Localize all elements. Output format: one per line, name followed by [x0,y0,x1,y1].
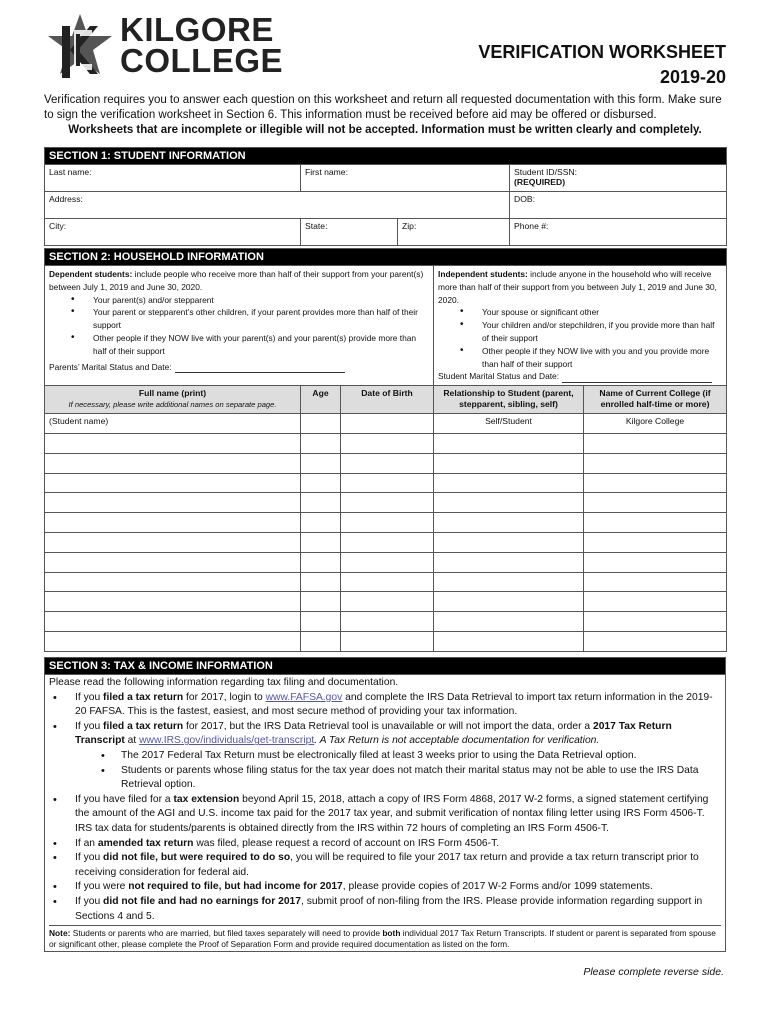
independent-item: • Your spouse or significant other [438,306,722,319]
page-title [478,40,726,90]
table-row[interactable] [45,493,727,513]
parents-marital-line[interactable] [175,364,345,373]
section3-intro: Please read the following information regarding tax filing and documentation. [49,677,399,688]
tax-bullet-1: • If you filed a tax return for 2017, login to www.FAFSA.gov and complete the IRS Data Retrieval to import tax return information in the 2019-20 FAFSA. This is the fastest, easiest, and most secure method of providing your tax information. [49,691,721,720]
dependent-label: Dependent students: [49,269,133,279]
title-line1: VERIFICATION WORKSHEET [478,42,726,62]
section1-table [44,147,727,246]
table-row[interactable] [45,532,727,552]
dependent-text: include people who receive more than half of their support from your parent(s) between July 1, 2019 and June 30, 2020. [49,269,424,292]
first-name-label: First name: [305,167,348,177]
logo-line2: COLLEGE [120,42,284,79]
table-row[interactable] [45,552,727,572]
title-year: 2019-20 [659,67,726,87]
last-name-field[interactable] [45,165,301,192]
col-dob: Date of Birth [341,386,434,414]
table-row[interactable] [45,513,727,533]
phone-label: Phone #: [514,221,549,231]
phone-field[interactable] [510,219,727,246]
section2-header: SECTION 2: HOUSEHOLD INFORMATION [45,249,727,266]
table-row[interactable] [45,592,727,612]
section3-table [44,657,726,952]
household-college-cell[interactable]: Kilgore College [584,414,727,434]
state-field[interactable] [301,219,398,246]
independent-item: • Your children and/or stepchildren, if you provide more than half of their support [438,319,722,345]
col-relationship: Relationship to Student (parent, stepparent, sibling, self) [434,386,584,414]
logo-line1: KILGORE [120,11,274,48]
col-age: Age [301,386,341,414]
address-field[interactable] [45,192,510,219]
household-name-cell[interactable]: (Student name) [45,414,301,434]
tax-bullet-3: • If you have filed for a tax extension beyond April 15, 2018, attach a copy of IRS Form 4868, 2017 W-2 forms, a signed statement certifying the amount of the AGI and U.S. income tax paid for the 2017 tax year, and submit verification of nontax filing letter using IRS Form 4506-T. IRS tax data for students/parents is obtained directly from the IRS within 72 hours of completing an IRS Form 4506-T. [49,793,721,837]
household-relationship-cell[interactable]: Self/Student [434,414,584,434]
col-full-name [45,386,301,414]
col-name-label: Full name (print) [138,388,207,399]
tax-sub-bullet: • The 2017 Federal Tax Return must be electronically filed at least 3 weeks prior to using the Data Retrieval option. [49,749,721,764]
irs-transcript-link[interactable]: www.IRS.gov/individuals/get-transcript [139,735,315,747]
dependent-students-info [45,266,434,386]
tax-bullet-7: • If you did not file and had no earnings for 2017, submit proof of non-filing from the IRS. Please provide information regarding support in Sections 4 and 5. [49,895,721,924]
student-id-label: Student ID/SSN: [514,167,578,177]
independent-item: • Other people if they NOW live with you and you provide more than half of their support [438,345,722,371]
fafsa-link[interactable]: www.FAFSA.gov [265,691,343,703]
city-field[interactable] [45,219,301,246]
section3-body [45,675,726,952]
tax-note: Note: Students or parents who are married, but filed taxes separately will need to provide both individual 2017 Tax Return Transcripts. If student or parent is separated from spouse or significant other, please complete the Proof of Separation Form and provide required documentation as listed on the form. [49,925,721,950]
header [40,10,730,90]
state-label: State: [305,221,328,231]
parents-marital-status[interactable] [49,361,429,374]
table-row[interactable] [45,631,727,651]
section1-header: SECTION 1: STUDENT INFORMATION [45,148,727,165]
dependent-item: • Other people if they NOW live with your parent(s) and your parent(s) provide more than half of their support [49,332,429,358]
zip-label: Zip: [402,221,417,231]
independent-label: Independent students: [438,269,528,279]
intro-warning: Worksheets that are incomplete or illegible will not be accepted. Information must be written clearly and completely. [68,124,702,136]
table-row[interactable] [45,572,727,592]
city-label: City: [49,221,67,231]
last-name-label: Last name: [49,167,92,177]
parents-marital-label: Parents’ Marital Status and Date: [49,361,172,372]
section3-header: SECTION 3: TAX & INCOME INFORMATION [45,658,726,675]
col-college: Name of Current College (if enrolled half-time or more) [584,386,727,414]
intro [44,93,726,138]
first-name-field[interactable] [301,165,510,192]
household-age-cell[interactable] [301,414,341,434]
independent-students-info [434,266,727,386]
table-row[interactable] [45,473,727,493]
tax-bullet-6: • If you were not required to file, but had income for 2017, please provide copies of 2017 W-2 Forms and/or 1099 statements. [49,880,721,895]
section2-table [44,248,727,652]
table-row[interactable] [45,433,727,453]
college-logo-text [120,11,284,79]
address-label: Address: [49,194,83,204]
tax-bullet-2: • If you filed a tax return for 2017, but the IRS Data Retrieval tool is unavailable or will not import the data, order a 2017 Tax Return Transcript at www.IRS.gov/individuals/get-transcript. A Tax Return is not acceptable documentation for verification. • The 2017 Federal Tax Return must be electronically filed at least 3 weeks prior to using the Data Retrieval option. • Students or parents whose filing status for the tax year does not match their marital status may not be able to use the IRS Data Retrieval option. [49,720,721,793]
dob-label: DOB: [514,194,536,204]
table-row[interactable] [45,453,727,473]
dob-field[interactable] [510,192,727,219]
table-row[interactable] [45,612,727,632]
student-id-field[interactable] [510,165,727,192]
independent-text: include anyone in the household who will receive more than half of their support from you between July 1, 2019 and June 30, 2020. [438,269,717,305]
required-label: (REQUIRED) [514,177,566,187]
kilgore-logo-icon [44,12,116,88]
tax-bullet-5: • If you did not file, but were required to do so, you will be required to file your 2017 tax return and provide a tax return transcript prior to receiving consideration for federal aid. [49,851,721,880]
tax-sub-bullet: • Students or parents whose filing status for the tax year does not match their marital status may not be able to use the IRS Data Retrieval option. [49,764,721,793]
dependent-item: • Your parent(s) and/or stepparent [49,294,429,307]
reverse-side-note: Please complete reverse side. [583,966,724,978]
household-dob-cell[interactable] [341,414,434,434]
col-name-note: If necessary, please write additional names on separate page. [68,400,277,410]
intro-text: Verification requires you to answer each question on this worksheet and return all requested documentation with this form. Make sure to sign the verification worksheet in Section 6. This information must be received before aid may be offered or disbursed. [44,94,722,121]
tax-bullet-4: • If an amended tax return was filed, please request a record of account on IRS Form 4506-T. [49,837,721,852]
student-marital-label: Student Marital Status and Date: [438,371,560,382]
student-marital-line[interactable] [562,374,712,383]
zip-field[interactable] [398,219,510,246]
student-marital-status[interactable] [438,370,722,383]
dependent-item: • Your parent or stepparent’s other children, if your parent provides more than half of their support [49,306,429,332]
